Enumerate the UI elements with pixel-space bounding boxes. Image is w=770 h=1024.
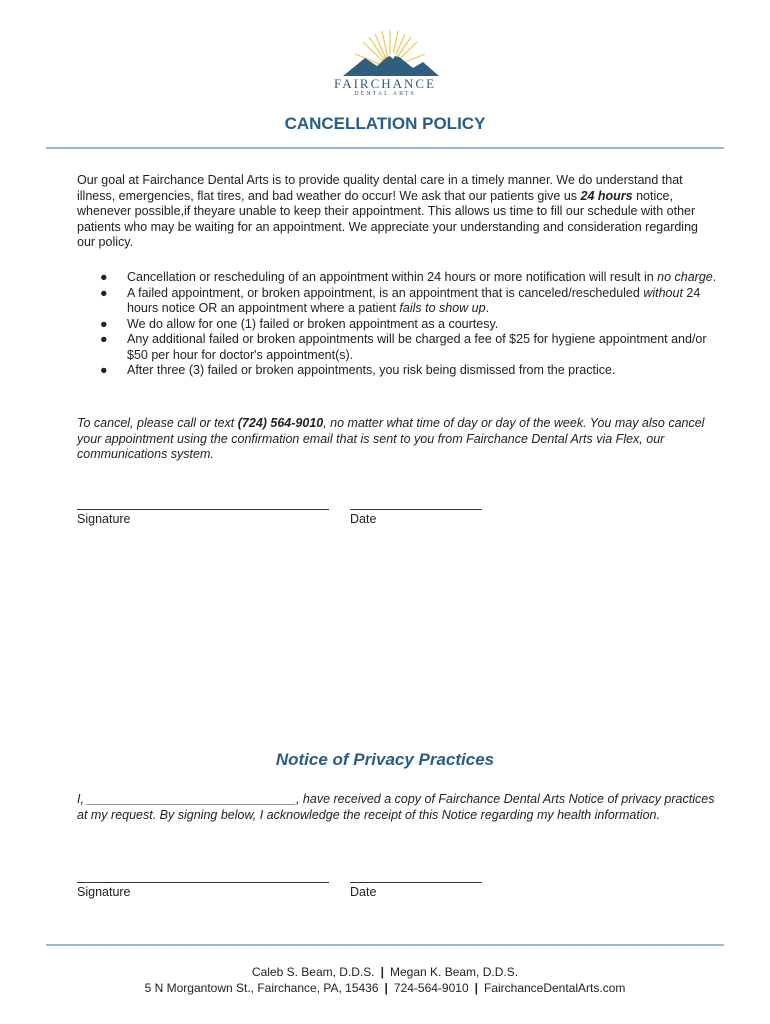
cancellation-policy-title: CANCELLATION POLICY	[284, 114, 486, 133]
footer-doctor-1: Caleb S. Beam, D.D.S.	[251, 965, 375, 979]
bullet-text: Cancellation or rescheduling of an appointment within 24 hours or more notification will result in	[127, 270, 658, 284]
footer-separator: |	[380, 965, 384, 979]
bullet-text: .	[712, 270, 717, 284]
footer-address: 5 N Morgantown St., Fairchance, PA, 15436	[144, 981, 379, 995]
list-item	[100, 332, 717, 363]
contact-text-part1: To cancel, please call or text	[77, 416, 238, 430]
privacy-signature-line[interactable]	[77, 882, 329, 883]
intro-text-part1: Our goal at Fairchance Dental Arts is to provide quality dental care in a timely manner. We do understand that illness, emergencies, flat tires, and bad weather do occur! We ask that our patients give us	[77, 173, 683, 203]
footer-phone: 724-564-9010	[393, 981, 469, 995]
intro-paragraph	[77, 173, 717, 251]
bullet-text: 24 hours notice OR an appointment where a patient	[127, 285, 701, 315]
privacy-date-label: Date	[350, 885, 377, 899]
footer-separator: |	[384, 981, 388, 995]
list-item	[100, 270, 717, 286]
footer-doctors	[0, 965, 770, 979]
contact-paragraph	[77, 416, 717, 463]
footer-contact	[0, 981, 770, 995]
brand-subtitle: DENTAL ARTS	[354, 91, 416, 97]
bullet-italic: without	[643, 285, 683, 300]
signature-label: Signature	[77, 512, 131, 526]
bullet-text: .	[485, 301, 490, 315]
bullet-icon: ●	[100, 316, 108, 331]
privacy-notice-title: Notice of Privacy Practices	[275, 750, 495, 769]
bullet-text: Any additional failed or broken appointments will be charged a fee of $25 for hygiene appointment and/or $50 per hour for doctor's appointment(s).	[127, 332, 707, 362]
privacy-date-line[interactable]	[350, 882, 482, 883]
intro-text-part2: notice, whenever possible,if theyare unable to keep their appointment. This allows us time to fill our schedule with other patients who may be waiting for an appointment. We appreciate your understanding and consideration regarding our policy.	[77, 188, 698, 249]
footer-doctor-2: Megan K. Beam, D.D.S.	[390, 965, 519, 979]
bullet-icon: ●	[100, 285, 108, 300]
list-item	[100, 286, 717, 317]
policy-bullet-list	[100, 270, 717, 379]
bullet-text: We do allow for one (1) failed or broken appointment as a courtesy.	[127, 316, 499, 331]
bullet-italic: no charge	[657, 270, 713, 284]
bullet-text: A failed appointment, or broken appointment, is an appointment that is canceled/rescheduled	[127, 285, 644, 300]
bullet-icon: ●	[100, 270, 108, 284]
contact-text-part2: , no matter what time of day or day of the week. You may also cancel your appointment using the confirmation email that is sent to you from Fairchance Dental Arts via Flex, our communications system.	[77, 416, 705, 461]
date-line[interactable]	[350, 509, 482, 510]
signature-line[interactable]	[77, 509, 329, 510]
intro-emphasis: 24 hours	[580, 188, 633, 203]
contact-phone: (724) 564-9010	[237, 416, 324, 430]
privacy-paragraph: I, ______________________________, have received a copy of Fairchance Dental Arts Notice of privacy practices at my request. By signing below, I acknowledge the receipt of this Notice regarding my health information.	[77, 792, 715, 822]
list-item	[100, 317, 717, 333]
bullet-italic: fails to show up	[399, 301, 486, 315]
date-label: Date	[350, 512, 377, 526]
header-divider	[46, 147, 724, 149]
bullet-icon: ●	[100, 332, 108, 346]
bullet-text: After three (3) failed or broken appointments, you risk being dismissed from the practice.	[127, 363, 616, 377]
brand-name: FAIRCHANCE	[333, 76, 437, 91]
footer-divider	[46, 944, 724, 946]
list-item	[100, 363, 717, 379]
privacy-signature-label: Signature	[77, 885, 131, 899]
bullet-icon: ●	[100, 363, 108, 377]
footer-separator: |	[474, 981, 478, 995]
footer-website-link[interactable]: FairchanceDentalArts.com	[483, 981, 626, 995]
